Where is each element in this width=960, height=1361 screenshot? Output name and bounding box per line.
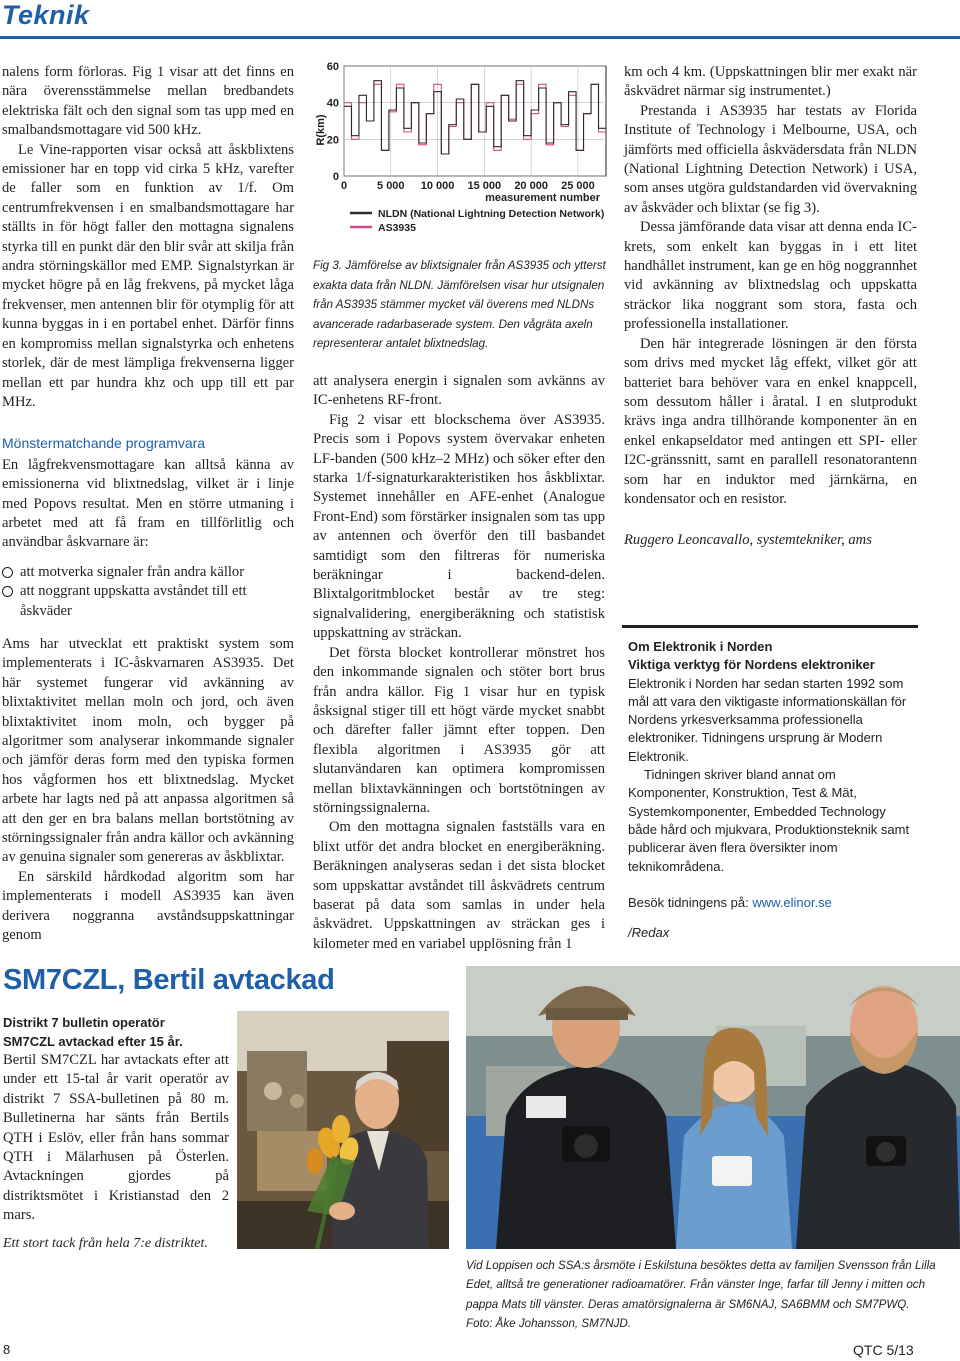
col2-paragraph-4: Om den mottagna signalen fastställs vara en blixt utför det andra blocket en energiberäkning. Beräkningen analyseras sedan i det sista blocket som uppskattar avståndet till åskvädrets centrum baserat på data som samlas in under hela åskvädret. Uppskattningen av sträckan ges i kilometer med en variabel upplösning från 1 bbox=[313, 819, 605, 952]
x-tick-label: 0 bbox=[340, 180, 348, 192]
bullet-item: att noggrant uppskatta avståndet till ett åskväder bbox=[2, 582, 294, 621]
y-tick-label: 0 bbox=[332, 171, 339, 183]
column-3 bbox=[624, 63, 917, 551]
infobox-heading: Om Elektronik i Norden bbox=[628, 639, 773, 654]
col1-paragraph-4: Ams har utvecklat ett praktiskt system som implementerats i IC-åskvarnaren AS3935. Det här systemet fungerar vid avkänning av blixtaktivitet mellan moln och jord, och även blixtaktivitet inom moln, och bygger på algoritmer som analyserar inkommande signaler och jämför deras form med den typiska formen hos vågformen hos ett blixtnedslag. Mycket arbete har lagts ned på att anpassa algoritmen så att den ger en bra balans mellan bortstötning av störningssignaler från andra källor och avkänning av genuina signaler som genereras av åskblixtar. bbox=[2, 635, 294, 866]
chart-legend bbox=[350, 208, 604, 234]
y-tick-label: 60 bbox=[326, 61, 339, 73]
chart-xlabel: measurement number bbox=[485, 192, 600, 204]
header-band bbox=[0, 0, 960, 34]
infobox-paragraph-2: Tidningen skriver bland annat om Komponenter, Konstruktion, Test & Mät, Systemkomponenter, Embedded Technology både hård och mjukvara, Produktionsteknik samt publicerar även flera översikter inom teknikområdena. bbox=[628, 767, 910, 874]
article-lead-2: SM7CZL avtackad efter 15 år. bbox=[3, 1034, 183, 1049]
info-box bbox=[622, 625, 918, 963]
article-text: Bertil SM7CZL har avtackats efter att under ett 15-tal år varit operatör av distrikt 7 SSA-bulletinen på 80 m. Bulletinerna har sänts från Bertils QTH i Eslöv, eller från hans sommar QTH i Mälarhusen på Österlen. Avtackningen gjordes på distriktsmötet i Kristianstad den 2 mars. bbox=[3, 1052, 229, 1224]
col2-paragraph-2: Fig 2 visar ett blockschema över AS3935. Precis som i Popovs system övervakar enheten LF-banden (500 kHz–2 MHz) och söker efter den starka 1/f-signaturkarakteristiken hos åskblixtar. Systemet innehåller en AFE-enhet (Analogue Front-End) som förstärker insignalen som tas upp av antennen och överför den till basbandet samtidigt som den filtreras för numeriska beräkningar i backend-delen. Blixtalgoritmblocket består av tre steg: signalvalidering, energiberäkning och statistisk uppskattning av sträckan. bbox=[313, 411, 605, 642]
lightning-comparison-chart bbox=[310, 58, 608, 240]
column-2 bbox=[313, 372, 605, 954]
col2-paragraph-1: att analysera energin i signalen som avkänns av IC-enhetens RF-front. bbox=[313, 373, 605, 409]
website-link[interactable]: www.elinor.se bbox=[752, 894, 832, 910]
infobox-visit bbox=[628, 894, 912, 912]
x-tick-label: 5 000 bbox=[377, 180, 405, 192]
infobox-sign: /Redax bbox=[628, 925, 670, 941]
col3-paragraph-3: Dessa jämförande data visar att denna enda IC-krets, som enkelt kan byggas in i ett litet handhållet instrument, kan ge en hög noggrannhet vid avkänning av blixtnedslag och uppskatta sträckor lika noggrant som stora, fasta och professionella installationer. bbox=[624, 219, 917, 333]
col1-paragraph-5: En särskild hårdkodad algoritm som har implementerats i modell AS3935 kan även derivera noggranna avståndsuppskattningar genom bbox=[2, 868, 294, 944]
article-title: SM7CZL, Bertil avtackad bbox=[3, 964, 335, 996]
col3-paragraph-4: Den här integrerade lösningen är den första som drivs med mycket låg effekt, vilket gör att batteriet bara behöver vara en enkel knappcell, som dessutom håller i åratal. I en slutprodukt krävs inga andra tillhörande komponenter än en enkel enkapseldator med antingen ett SPI- eller I2C-gränssnitt, samt en parallell resonatorantenn som har en induktor med järnkärna, en kondensator och en resistor. bbox=[624, 335, 917, 507]
column-1 bbox=[2, 63, 294, 945]
col3-paragraph-1: km och 4 km. (Uppskattningen blir mer exakt när åskvädret närmar sig instrumentet.) bbox=[624, 64, 917, 100]
article-lead-1: Distrikt 7 bulletin operatör bbox=[3, 1015, 165, 1030]
photo-bertil bbox=[237, 1011, 449, 1249]
y-tick-labels bbox=[327, 61, 339, 183]
col1-paragraph-3: En lågfrekvensmottagare kan alltså känna av emissionerna vid blixtnedslag, vilket är i linje med Popovs resultat. Men en större utmaning i arbetet med att få fram en tillförlitlig och användbar åskvarnare är: bbox=[2, 456, 294, 551]
photo-caption: Vid Loppisen och SSA:s årsmöte i Eskilstuna besöktes detta av familjen Svensson från Lilla Edet, alltså tre generationer radioamatörer. Från vänster Inge, farfar till Jenny i mitten och pappa Mats till vänster. Deras amatörsignalerna är SM6NAJ, SA6BMM och SM7PWQ. Foto: Åke Johansson, SM7NJD. bbox=[466, 1259, 936, 1331]
infobox-paragraph-1: Elektronik i Norden har sedan starten 1992 som mål att vara den viktigaste informationskällan för Nordens yrkesverksamma professionella elektroniker. Tidningens ursprung är Modern Elektronik. bbox=[628, 675, 907, 764]
header-rule bbox=[0, 36, 960, 39]
chart-ylabel: R(km) bbox=[315, 114, 327, 146]
y-tick-label: 40 bbox=[326, 97, 339, 110]
page-number: 8 bbox=[3, 1342, 11, 1357]
col2-paragraph-3: Det första blocket kontrollerar mönstret hos den inkommande signalen och stöter bort brus från andra källor. Fig 1 visar hur en typisk åsksignal stiger till ett högt värde mycket snabbt och därefter faller jämnt efter toppen. Den flexibla algoritmen i AS3935 gör att slutanvändaren kan optimera kompromissen mellan blixtavkänningen och bortstötningen av störningssignalerna. bbox=[313, 644, 605, 816]
visit-label: Besök tidningens på: bbox=[628, 894, 749, 910]
photo-svensson-family bbox=[466, 966, 960, 1249]
x-tick-label: 10 000 bbox=[420, 180, 455, 192]
section-title: Teknik bbox=[2, 0, 90, 30]
col1-paragraph-1: nalens form förloras. Fig 1 visar att det finns en nära överensstämmelse mellan bredbandets elektriska fält och den signal som tas upp med en smalbandsmottagare vid 500 kHz. bbox=[2, 64, 294, 139]
y-tick-label: 20 bbox=[326, 134, 339, 147]
legend-label: NLDN (National Lightning Detection Network) bbox=[378, 208, 605, 220]
x-tick-labels bbox=[341, 180, 595, 192]
legend-label: AS3935 bbox=[378, 222, 416, 234]
issue-label: QTC 5/13 bbox=[853, 1342, 914, 1358]
col1-paragraph-2: Le Vine-rapporten visar också att åskblixtens emissioner har en topp vid cirka 5 kHz, varefter de faller som en funktion av 1/f. Om centrumfrekvensen i en smalbandsmottagare har ställts in för högt faller den mottagna signalens styrka till en punkt där den blir svår att skilja från andra störningskällor med EMP. Signalstyrkan är mycket högre på en låg frekvens, på mycket låga frekvenser, men antennen blir för otymplig för att kunna byggas in i en portabel enhet. Därför finns en kompromiss mellan signalstyrka och enhetens storlek, där de mest lämpliga frekvenserna ligger mellan ett par hundra khz och upp till ett par MHz. bbox=[2, 141, 294, 410]
plot-area bbox=[344, 66, 606, 176]
col3-paragraph-2: Prestanda i AS3935 har testats av Florida Institute of Technology i Melbourne, USA, och jämförts med officiella åskvädersdata från NLDN (National Lightning Detection Network) i USA, som anses utgöra guldstandarden vid övervakning av åskväder och blixtar (se fig 3). bbox=[624, 102, 917, 216]
bullet-item: att motverka signaler från andra källor bbox=[2, 563, 294, 582]
article-thanks: Ett stort tack från hela 7:e distriktet. bbox=[3, 1236, 208, 1251]
x-tick-label: 25 000 bbox=[561, 180, 595, 192]
x-tick-label: 15 000 bbox=[467, 180, 502, 192]
infobox-tagline: Viktiga verktyg för Nordens elektroniker bbox=[628, 657, 875, 673]
figure-caption: Fig 3. Jämförelse av blixtsignaler från AS3935 och ytterst exakta data från NLDN. Jämförelsen visar hur utsignalen från AS3935 stämmer mycket väl överens med NLDNs avancerade radarbaserade system. Den vågräta axeln representerar antalet blixtnedslag. bbox=[313, 259, 606, 350]
bullet-list bbox=[2, 563, 294, 621]
x-tick-label: 20 000 bbox=[514, 180, 548, 192]
author-signature: Ruggero Leoncavallo, systemtekniker, ams bbox=[624, 532, 872, 549]
article-body bbox=[3, 1013, 229, 1226]
subheading: Mönstermatchande programvara bbox=[2, 435, 206, 452]
